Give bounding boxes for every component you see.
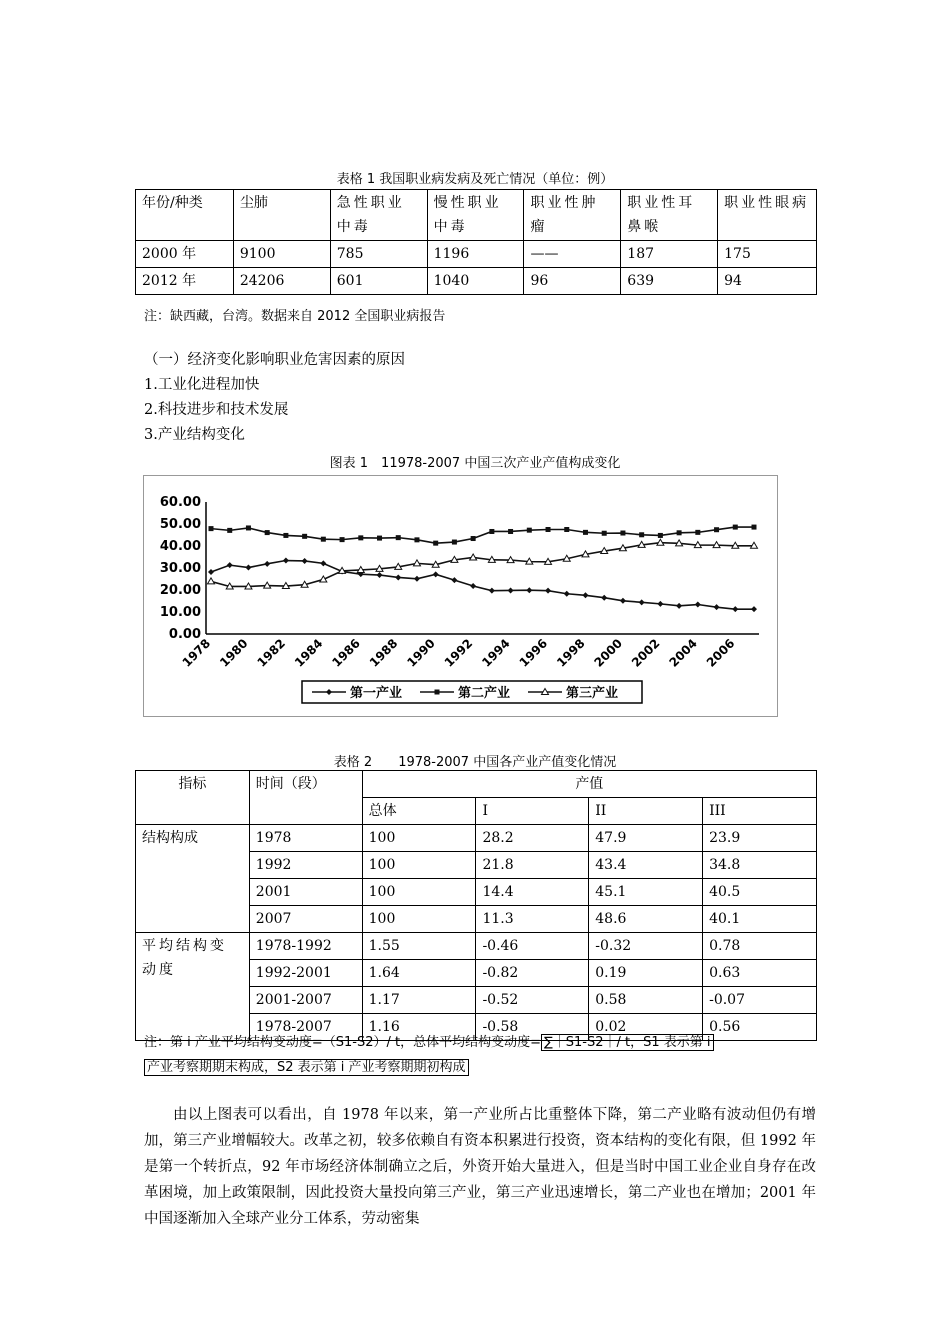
data-point — [246, 525, 251, 530]
table-cell: 34.8 — [703, 852, 817, 879]
data-point — [545, 588, 551, 594]
table-cell: 1.17 — [362, 987, 476, 1014]
x-tick-label: 2002 — [628, 636, 663, 670]
data-point — [264, 561, 270, 567]
table-row — [136, 933, 817, 960]
table2-subheader: 总体 — [362, 798, 476, 825]
data-point — [601, 595, 607, 601]
data-point — [414, 537, 419, 542]
data-point — [546, 527, 551, 532]
data-point — [564, 591, 570, 597]
list-item: 2.科技进步和技术发展 — [144, 402, 289, 418]
table-cell: 0.02 — [589, 1014, 703, 1041]
body-paragraph — [144, 1102, 816, 1232]
table-cell: 785 — [330, 241, 427, 268]
data-point — [752, 525, 757, 530]
table-cell: 100 — [362, 879, 476, 906]
table-cell: 94 — [718, 268, 817, 295]
x-tick-label: 1988 — [366, 636, 401, 670]
table2-note-text: 注：第 i 产业平均结构变动度=（S1-S2）/ t，总体平均结构变动度= — [144, 1035, 542, 1050]
table-cell: 175 — [718, 241, 817, 268]
table-cell: -0.82 — [476, 960, 589, 987]
industry-structure-chart — [144, 476, 777, 716]
legend-label: 第三产业 — [566, 686, 619, 701]
table-cell: 40.1 — [703, 906, 817, 933]
data-point — [620, 598, 626, 604]
data-point — [733, 525, 738, 530]
list-item: 3.产业结构变化 — [144, 427, 245, 443]
table1-header-cell: 尘肺 — [233, 190, 330, 241]
table2-note-line2 — [144, 1056, 469, 1075]
table-cell: -0.52 — [476, 987, 589, 1014]
data-point — [677, 530, 682, 535]
series-line-2 — [211, 527, 754, 543]
data-point — [377, 536, 382, 541]
table-cell: —— — [524, 241, 621, 268]
data-point — [582, 592, 588, 598]
data-point — [732, 606, 738, 612]
table-cell: 1.55 — [362, 933, 476, 960]
table1-header-cell: 年份/种类 — [136, 190, 234, 241]
data-point — [414, 576, 420, 582]
data-point — [452, 540, 457, 545]
table-cell: 1040 — [427, 268, 524, 295]
table2-subheader: II — [589, 798, 703, 825]
data-point — [435, 690, 440, 695]
data-point — [377, 572, 383, 578]
y-tick-label: 0.00 — [168, 627, 201, 642]
data-point — [470, 583, 476, 589]
table2-group-label: 平均结构变动度 — [136, 933, 250, 1041]
data-point — [527, 528, 532, 533]
data-point — [714, 527, 719, 532]
table-cell: 1.64 — [362, 960, 476, 987]
table-cell: 1978-2007 — [249, 1014, 362, 1041]
x-tick-label: 1996 — [516, 636, 551, 670]
table-row — [136, 241, 817, 268]
table-cell: 0.58 — [589, 987, 703, 1014]
table-cell: 0.78 — [703, 933, 817, 960]
table2-note-line1 — [144, 1031, 714, 1050]
table-cell: 100 — [362, 906, 476, 933]
table2-subheader: III — [703, 798, 817, 825]
data-point — [639, 599, 645, 605]
table-cell: 2000 年 — [136, 241, 234, 268]
list-item: 1.工业化进程加快 — [144, 377, 260, 393]
y-tick-label: 50.00 — [159, 517, 201, 532]
table2-caption: 表格 2 1978-2007 中国各产业产值变化情况 — [333, 755, 617, 770]
table1-header-cell: 职业性耳鼻喉 — [621, 190, 718, 241]
table-cell: 0.19 — [589, 960, 703, 987]
x-tick-label: 1986 — [329, 636, 363, 670]
data-point — [227, 528, 232, 533]
data-point — [676, 603, 682, 609]
table-cell: 1992-2001 — [249, 960, 362, 987]
y-tick-label: 20.00 — [159, 583, 201, 598]
x-tick-label: 1978 — [179, 636, 214, 670]
data-point — [209, 526, 214, 531]
table-cell: 28.2 — [476, 825, 589, 852]
table-cell: 40.5 — [703, 879, 817, 906]
table-cell: 2001 — [249, 879, 362, 906]
data-point — [714, 604, 720, 610]
data-point — [639, 532, 644, 537]
table1-header-row — [136, 190, 817, 241]
data-point — [751, 606, 757, 612]
data-point — [695, 530, 700, 535]
table-cell: 187 — [621, 241, 718, 268]
table2-header-value: 产值 — [362, 771, 816, 798]
table-cell: 45.1 — [589, 879, 703, 906]
table-cell: 96 — [524, 268, 621, 295]
data-point — [451, 577, 457, 583]
table1 — [135, 189, 817, 295]
data-point — [302, 558, 308, 564]
data-point — [508, 587, 514, 593]
legend-label: 第一产业 — [350, 686, 403, 701]
legend-label: 第二产业 — [458, 686, 511, 701]
data-point — [657, 601, 663, 607]
data-point — [358, 535, 363, 540]
x-tick-label: 1982 — [254, 636, 289, 670]
table1-header-cell: 职业性肿瘤 — [524, 190, 621, 241]
table-cell: 1978-1992 — [249, 933, 362, 960]
table-cell: 43.4 — [589, 852, 703, 879]
table-cell: 2012 年 — [136, 268, 234, 295]
table-cell: 0.56 — [703, 1014, 817, 1041]
table-cell: 2007 — [249, 906, 362, 933]
data-point — [320, 560, 326, 566]
table1-header-cell: 慢性职业中毒 — [427, 190, 524, 241]
table-cell: 23.9 — [703, 825, 817, 852]
table1-note: 注：缺西藏，台湾。数据来自 2012 全国职业病报告 — [144, 309, 446, 324]
figure1-caption: 图表 1 11978-2007 中国三次产业产值构成变化 — [329, 456, 621, 471]
y-tick-label: 60.00 — [159, 495, 201, 510]
data-point — [283, 558, 289, 564]
table2 — [135, 770, 817, 1041]
data-point — [564, 527, 569, 532]
series-line-3 — [211, 543, 754, 587]
table-cell: 100 — [362, 852, 476, 879]
data-point — [508, 529, 513, 534]
x-tick-label: 1998 — [554, 636, 588, 670]
table-cell: -0.32 — [589, 933, 703, 960]
data-point — [471, 536, 476, 541]
table-cell: 601 — [330, 268, 427, 295]
table1-caption: 表格 1 我国职业病发病及死亡情况（单位：例） — [336, 172, 614, 187]
data-point — [658, 533, 663, 538]
table-cell: 24206 — [233, 268, 330, 295]
table1-header-cell: 职业性眼病 — [718, 190, 817, 241]
data-point — [433, 541, 438, 546]
table-cell: 47.9 — [589, 825, 703, 852]
data-point — [602, 531, 607, 536]
data-point — [583, 530, 588, 535]
x-tick-label: 1990 — [404, 636, 438, 670]
table2-subheader: I — [476, 798, 589, 825]
data-point — [208, 578, 215, 584]
body-paragraph-text: 由以上图表可以看出，自 1978 年以来，第一产业所占比重整体下降，第二产业略有波动但仍有增加，第三产业增幅较大。改革之初，较多依赖自有资本积累进行投资，资本结构的变化有限，但 1992 年是第一个转折点，92 年市场经济体制确立之后，外资开始大量进入，但是当时中国工业企业自身存在改革困境，加上政策限制，因此投资大量投向第三产业，第三产业迅速增长，第二产业也在增加；2001 年中国逐渐加入全球产业分工体系，劳动密集 — [144, 1107, 816, 1227]
table-cell: 1196 — [427, 241, 524, 268]
table1-header-cell: 急性职业中毒 — [330, 190, 427, 241]
y-tick-label: 40.00 — [159, 539, 201, 554]
x-tick-label: 1980 — [217, 636, 251, 670]
x-tick-label: 2000 — [591, 636, 626, 670]
data-point — [396, 535, 401, 540]
table-cell: 9100 — [233, 241, 330, 268]
x-tick-label: 1994 — [479, 636, 513, 670]
data-point — [340, 537, 345, 542]
y-tick-label: 30.00 — [159, 561, 201, 576]
table-cell: -0.58 — [476, 1014, 589, 1041]
table-cell: 639 — [621, 268, 718, 295]
x-tick-label: 2006 — [703, 636, 738, 670]
table-cell: 48.6 — [589, 906, 703, 933]
data-point — [695, 602, 701, 608]
table-cell: 14.4 — [476, 879, 589, 906]
table2-note-formula: ∑｜S1-S2｜/ t，S1 表示第 i — [541, 1034, 714, 1051]
table-cell: -0.07 — [703, 987, 817, 1014]
y-tick-label: 10.00 — [159, 605, 201, 620]
data-point — [620, 531, 625, 536]
table-cell: 21.8 — [476, 852, 589, 879]
table2-note-text: 产业考察期期末构成，S2 表示第 i 产业考察期期初构成 — [144, 1059, 469, 1076]
data-point — [208, 569, 214, 575]
data-point — [395, 574, 401, 580]
table-cell: -0.46 — [476, 933, 589, 960]
section-heading: （一）经济变化影响职业危害因素的原因 — [144, 352, 405, 368]
table2-group-label: 结构构成 — [136, 825, 250, 933]
table-row — [136, 268, 817, 295]
data-point — [433, 571, 439, 577]
data-point — [245, 565, 251, 571]
chart-frame — [143, 475, 778, 717]
table-cell: 1992 — [249, 852, 362, 879]
x-tick-label: 1992 — [441, 636, 476, 670]
data-point — [470, 554, 477, 560]
table-cell: 1978 — [249, 825, 362, 852]
table-cell: 11.3 — [476, 906, 589, 933]
data-point — [321, 537, 326, 542]
table-cell: 100 — [362, 825, 476, 852]
data-point — [489, 529, 494, 534]
x-tick-label: 2004 — [666, 636, 700, 670]
data-point — [227, 562, 233, 568]
table-row — [136, 825, 817, 852]
table-cell: 2001-2007 — [249, 987, 362, 1014]
table2-header-time: 时间（段） — [249, 771, 362, 825]
data-point — [283, 533, 288, 538]
data-point — [489, 588, 495, 594]
table2-header-indicator: 指标 — [136, 771, 250, 825]
data-point — [526, 587, 532, 593]
data-point — [265, 530, 270, 535]
data-point — [302, 534, 307, 539]
table-cell: 1.16 — [362, 1014, 476, 1041]
x-tick-label: 1984 — [291, 636, 326, 670]
table-cell: 0.63 — [703, 960, 817, 987]
